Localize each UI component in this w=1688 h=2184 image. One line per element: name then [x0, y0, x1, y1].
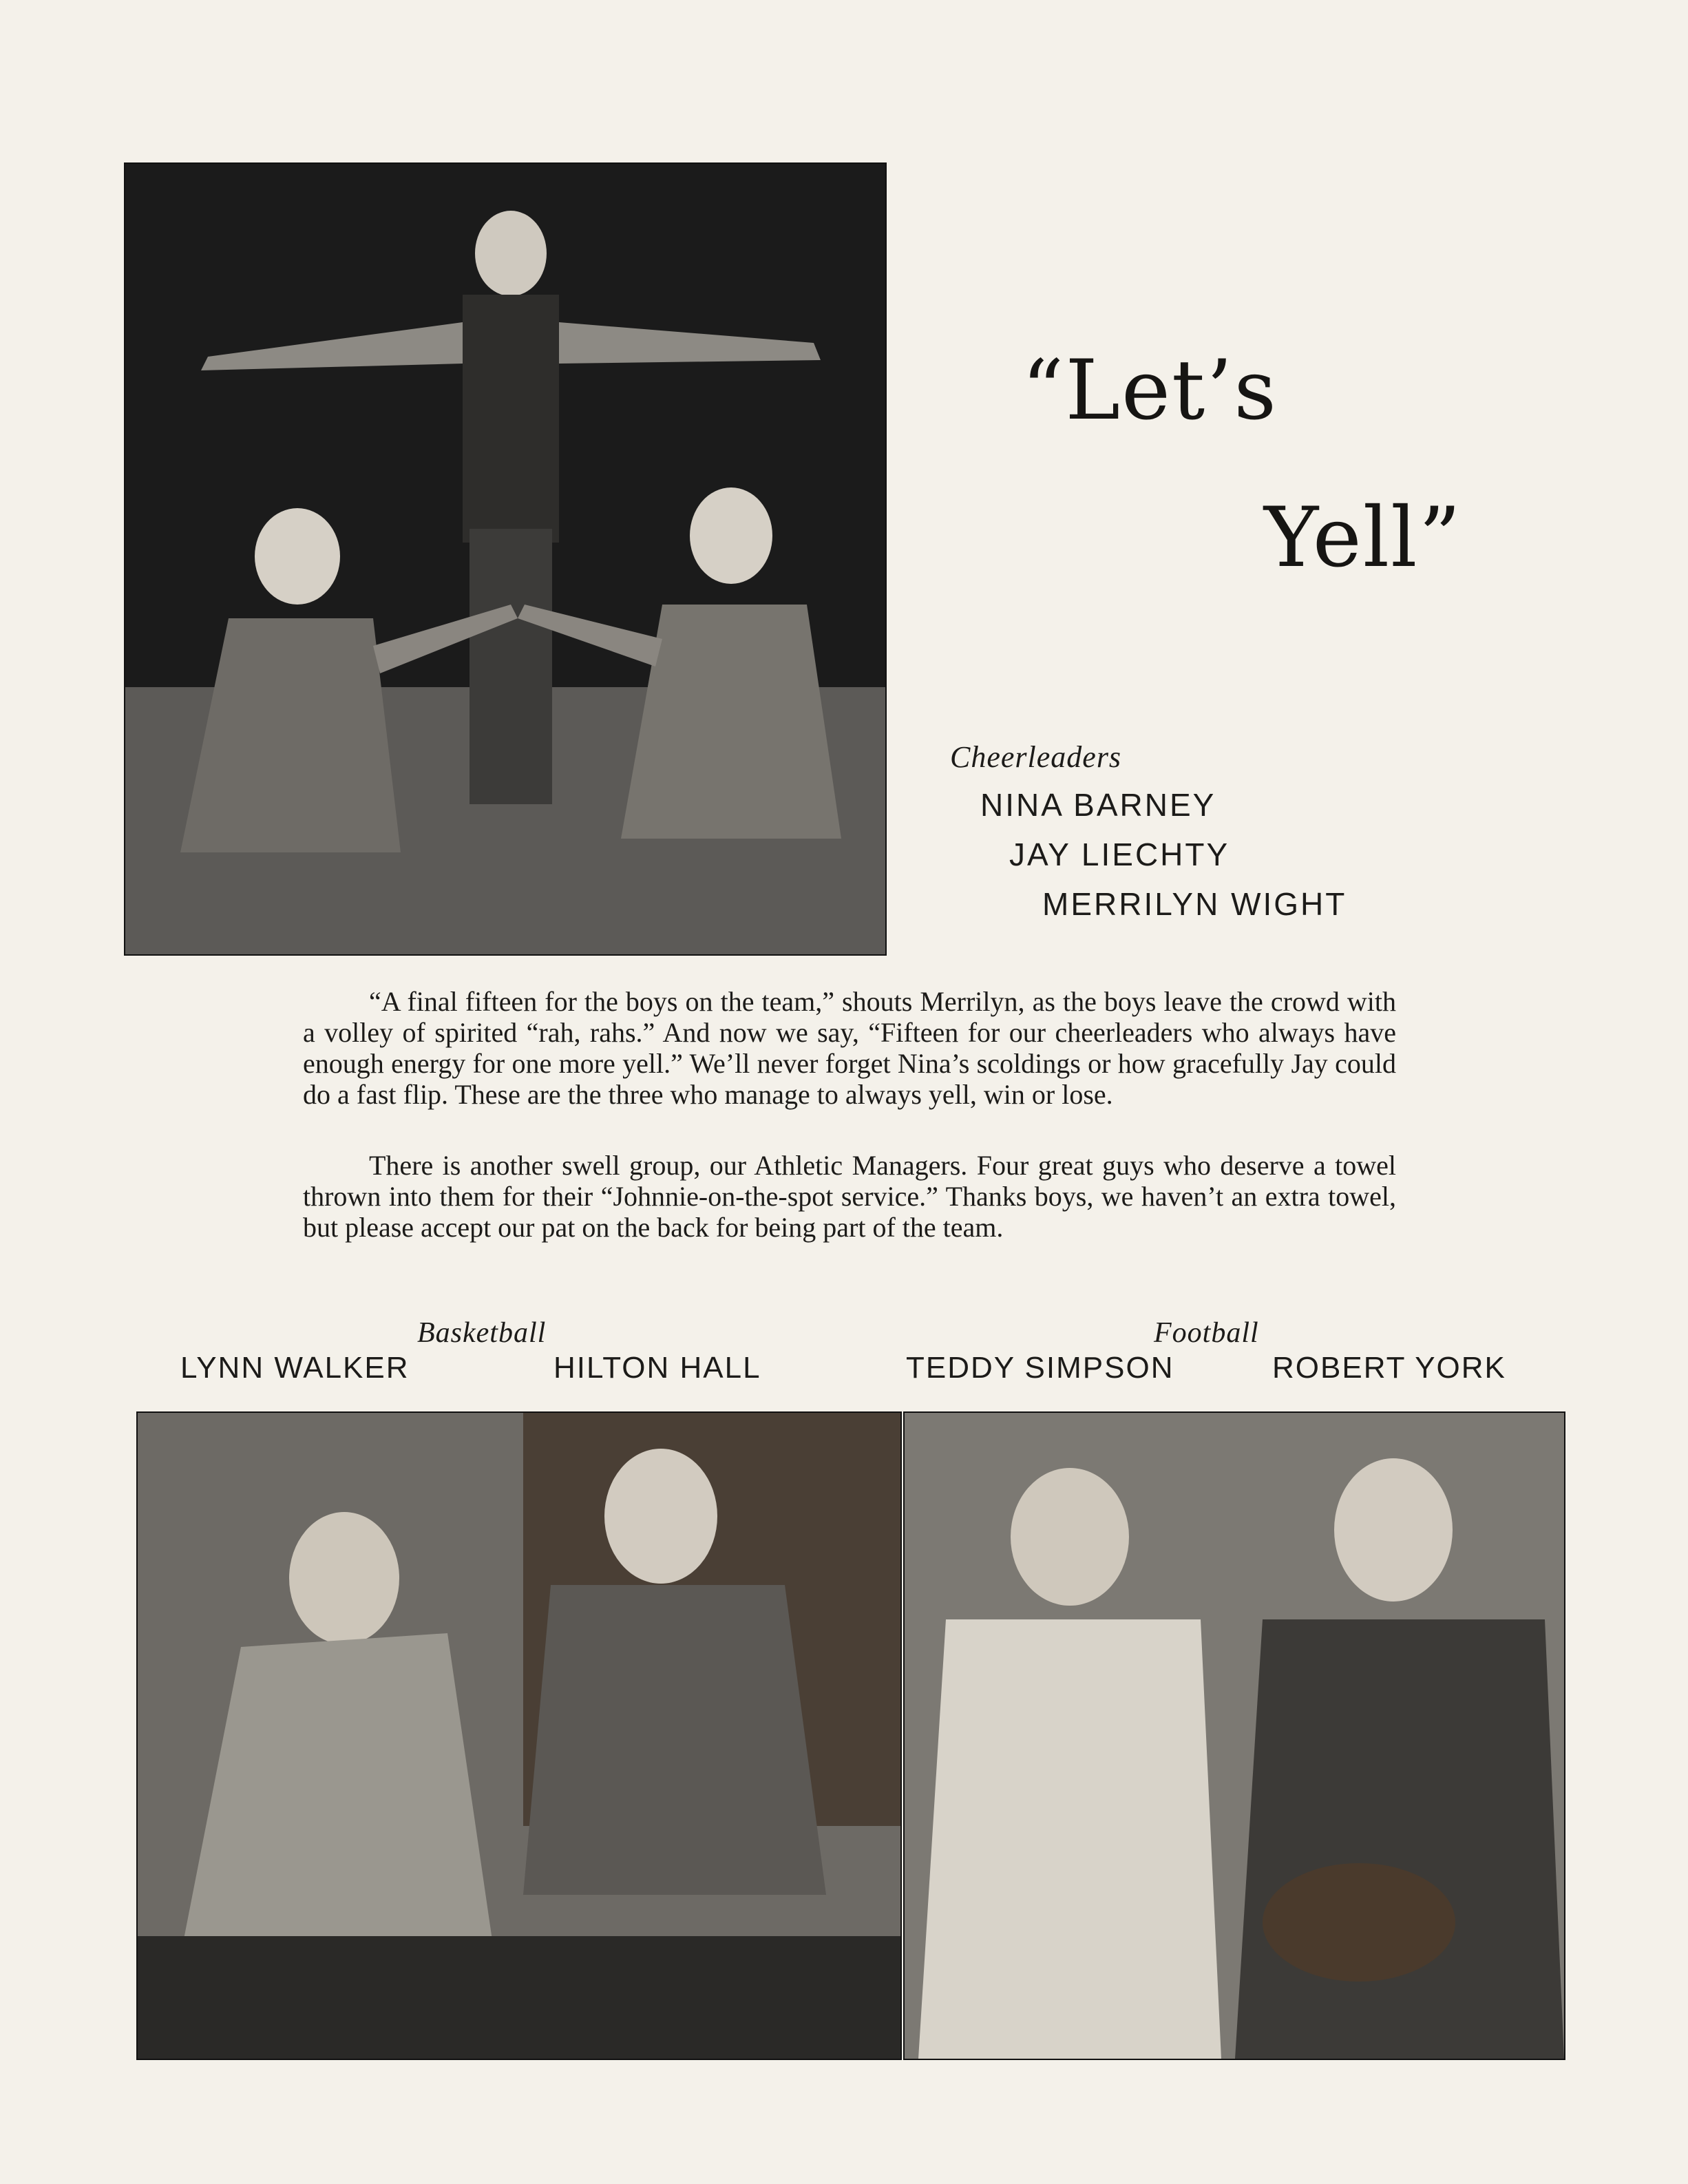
manager-name: TEDDY SIMPSON: [906, 1351, 1174, 1385]
page-title-line-1: “Let’s: [1022, 343, 1278, 439]
basketball-heading: Basketball: [417, 1317, 547, 1349]
football-photo-figures: [905, 1413, 1564, 2059]
body-paragraph-2: There is another swell group, our Athletic Managers. Four great guys who deserve a towel thrown into them for their “Johnnie-on-the-spot service.” Thanks boys, we haven’t an extra towel, but please accept our pat on the back for being part of the team.: [303, 1150, 1396, 1243]
manager-name: ROBERT YORK: [1272, 1351, 1506, 1385]
basketball-photo-figures: [138, 1413, 900, 2059]
cheerleader-name: NINA BARNEY: [980, 787, 1216, 823]
body-paragraph-1: “A final fifteen for the boys on the team,” shouts Merrilyn, as the boys leave the crowd with a volley of spirited “rah, rahs.” And now we say, “Fifteen for our cheerleaders who always have enough energy for one more yell.” We’ll never forget Nina’s scoldings or how gracefully Jay could do a fast flip. These are the three who manage to always yell, win or lose.: [303, 986, 1396, 1110]
cheerleaders-photo: [124, 162, 887, 956]
football-managers-photo: [903, 1411, 1565, 2060]
page-title-line-2: Yell”: [1264, 490, 1462, 586]
manager-name: HILTON HALL: [553, 1351, 761, 1385]
cheerleader-name: MERRILYN WIGHT: [1042, 886, 1347, 922]
basketball-managers-photo: [136, 1411, 902, 2060]
manager-name: LYNN WALKER: [180, 1351, 410, 1385]
cheerleaders-photo-figures: [125, 164, 885, 954]
football-heading: Football: [1154, 1317, 1259, 1349]
cheerleaders-heading: Cheerleaders: [950, 740, 1122, 774]
cheerleader-name: JAY LIECHTY: [1009, 837, 1230, 872]
